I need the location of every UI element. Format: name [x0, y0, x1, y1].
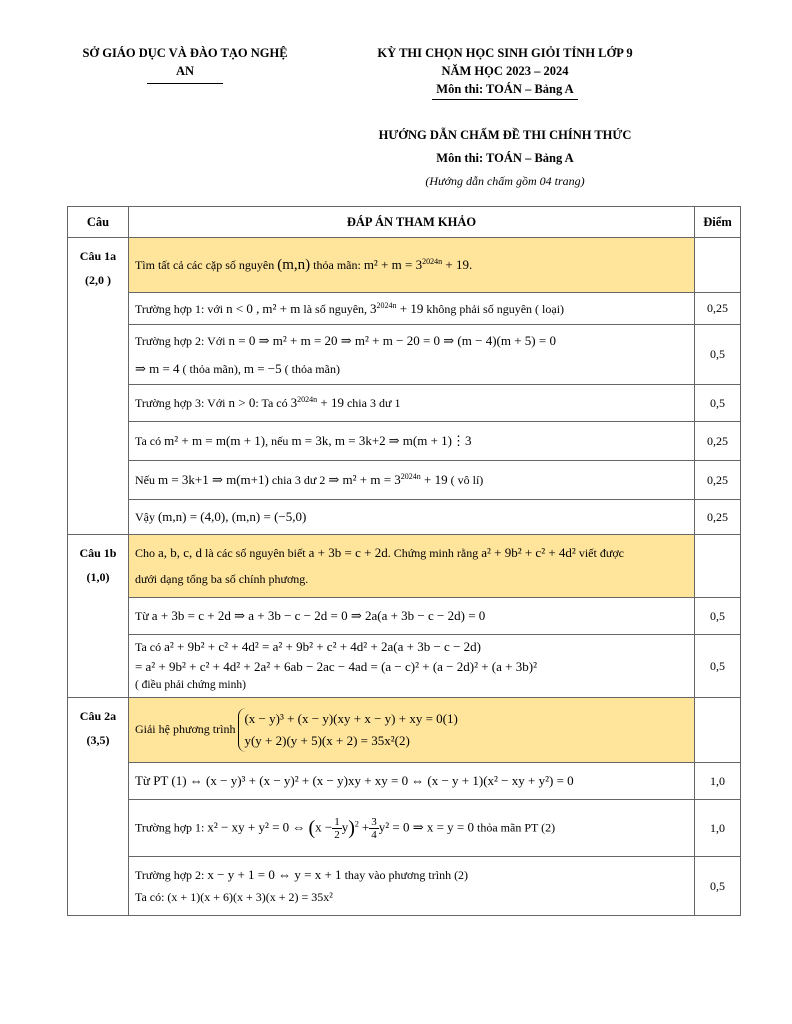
answer-step: Từ a + 3b = c + 2d ⇒ a + 3b − c − 2d = 0 ⇒ 2a(a + 3b − c − 2d) = 0 — [128, 598, 694, 635]
school-year: NĂM HỌC 2023 – 2024 — [441, 64, 569, 78]
answer-step: Từ PT (1) ⇔ (x − y)³ + (x − y)² + (x − y)xy + xy = 0 ⇔ (x − y + 1)(x² − xy + y²) = 0 — [128, 763, 694, 800]
answer-step: Trường hợp 3: Với n > 0: Ta có $3^{2024n} + 19$ chia 3 dư 1 — [128, 385, 694, 422]
points-cell — [695, 535, 741, 598]
question-label: Câu 2a — [79, 709, 117, 723]
table-row — [68, 698, 741, 763]
points-cell — [695, 238, 741, 293]
department-name-cont: AN — [175, 64, 195, 78]
points-value: 0,25 — [695, 500, 741, 535]
guide-subject: Môn thi: TOÁN – Bảng A — [436, 151, 574, 165]
points-value: 0,5 — [695, 385, 741, 422]
header-divider — [147, 83, 223, 84]
problem-statement: Cho a, b, c, d là các số nguyên biết a + 3b = c + 2d. Chứng minh rằng a² + 9b² + c² + 4d² viết được dưới dạng tổng ba số chính phương. — [128, 535, 694, 598]
answer-step: Nếu m = 3k+1 ⇒ m(m+1) chia 3 dư 2 ⇒ $m^2 + m = 3^{2024n} + 19$ ( vô lí) — [128, 461, 694, 500]
table-row — [68, 598, 741, 635]
answer-step: Ta có a² + 9b² + c² + 4d² = a² + 9b² + c² + 4d² + 2a(a + 3b − c − 2d) = a² + 9b² + c² + 4d² + 2a² + 6ab − 2ac − 4ad = (a − c)² + (a − 2d)² + (a + 3b)² ( điều phải chứng minh) — [128, 635, 694, 698]
header-right — [350, 44, 660, 100]
points-value: 0,5 — [695, 635, 741, 698]
table-row — [68, 800, 741, 857]
problem-statement: Giải hệ phương trình (x − y)³ + (x − y)(xy + x − y) + xy = 0(1) y(y + 2)(y + 5)(x + 2) = 35x²(2) — [128, 698, 694, 763]
problem-statement: Tìm tất cả các cặp số nguyên (m,n) thỏa mãn: $m^2 + m = 3^{2024n} + 19$. — [128, 238, 694, 293]
exam-subject: Môn thi: TOÁN – Bảng A — [432, 80, 577, 100]
question-cell-1a — [68, 238, 129, 535]
department-name: SỞ GIÁO DỤC VÀ ĐÀO TẠO NGHỆ — [82, 46, 288, 60]
guide-note: (Hướng dẫn chấm gồm 04 trang) — [425, 174, 585, 188]
answer-table — [67, 206, 741, 916]
answer-step: Vậy (m,n) = (4,0), (m,n) = (−5,0) — [128, 500, 694, 535]
points-value: 0,5 — [695, 325, 741, 385]
points-value: 0,25 — [695, 461, 741, 500]
points-value: 0,25 — [695, 293, 741, 325]
points-cell — [695, 698, 741, 763]
answer-step: Ta có m² + m = m(m + 1), nếu m = 3k, m = 3k+2 ⇒ m(m + 1)⋮3 — [128, 422, 694, 461]
col-header-answer: ĐÁP ÁN THAM KHẢO — [128, 207, 694, 238]
exam-title: KỲ THI CHỌN HỌC SINH GIỎI TỈNH LỚP 9 — [377, 46, 633, 60]
table-row — [68, 293, 741, 325]
points-value: 0,5 — [695, 598, 741, 635]
table-row — [68, 763, 741, 800]
col-header-question: Câu — [68, 207, 129, 238]
col-header-points: Điểm — [695, 207, 741, 238]
answer-step: Trường hợp 1: với n < 0 , m² + m là số nguyên, $3^{2024n} + 19$ không phải số nguyên ( loại) — [128, 293, 694, 325]
table-row — [68, 422, 741, 461]
points-value: 1,0 — [695, 800, 741, 857]
answer-step: Trường hợp 2: x − y + 1 = 0 ⇔ y = x + 1 thay vào phương trình (2) Ta có: (x + 1)(x + 6)(x + 3)(x + 2) = 35x² — [128, 857, 694, 916]
table-row — [68, 238, 741, 293]
question-label: Câu 1b — [79, 546, 117, 560]
table-row — [68, 500, 741, 535]
question-cell-1b — [68, 535, 129, 698]
points-value: 0,5 — [695, 857, 741, 916]
equation-system: (x − y)³ + (x − y)(xy + x − y) + xy = 0(1) y(y + 2)(y + 5)(x + 2) = 35x²(2) — [238, 708, 457, 752]
points-value: 1,0 — [695, 763, 741, 800]
table-row — [68, 461, 741, 500]
table-row — [68, 535, 741, 598]
question-marks: (1,0) — [86, 570, 110, 584]
guide-header — [350, 128, 660, 189]
question-label: Câu 1a — [79, 249, 117, 263]
table-row — [68, 857, 741, 916]
question-marks: (2,0 ) — [84, 273, 111, 287]
table-row — [68, 325, 741, 385]
answer-step: Trường hợp 1: x² − xy + y² = 0 ⇔ (x − $\frac{1}{2}$ y)$^2$ + $\frac{3}{4}$ y² = 0 ⇒ x = y = 0 thỏa mãn PT (2) — [128, 800, 694, 857]
points-value: 0,25 — [695, 422, 741, 461]
guide-title: HƯỚNG DẪN CHẤM ĐỀ THI CHÍNH THỨC — [378, 128, 632, 142]
answer-step: Trường hợp 2: Với n = 0 ⇒ m² + m = 20 ⇒ m² + m − 20 = 0 ⇒ (m − 4)(m + 5) = 0 ⇒ m = 4 ( thỏa mãn), m = −5 ( thỏa mãn) — [128, 325, 694, 385]
table-row — [68, 635, 741, 698]
table-row — [68, 385, 741, 422]
table-header-row — [68, 207, 741, 238]
question-cell-2a — [68, 698, 129, 916]
header-left — [60, 44, 310, 84]
question-marks: (3,5) — [86, 733, 110, 747]
